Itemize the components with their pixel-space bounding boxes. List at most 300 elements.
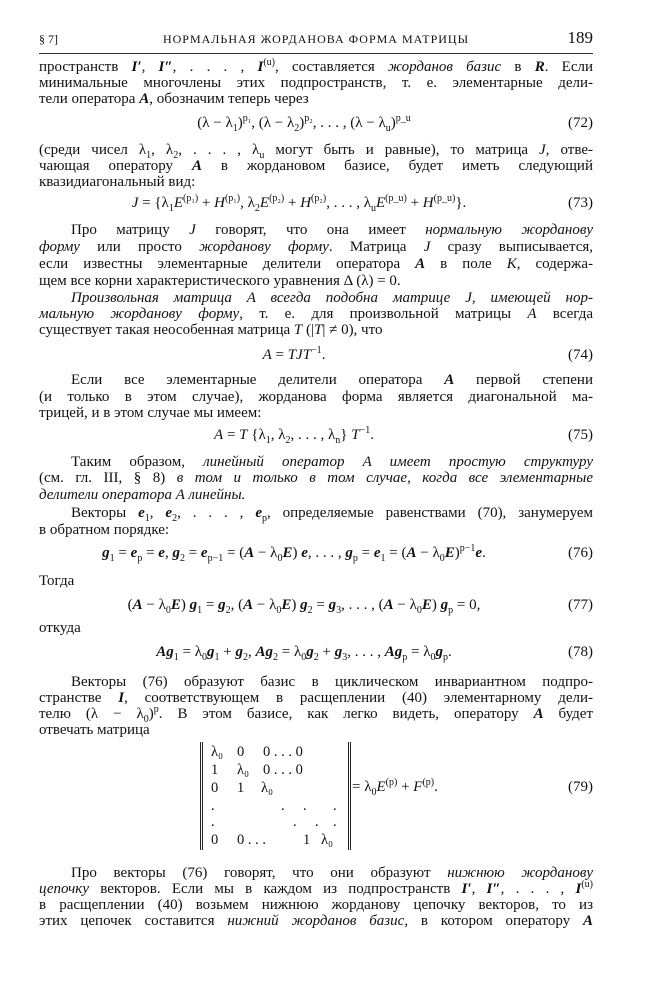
- text-run: g: [218, 597, 226, 613]
- text-run: векторов. Если мы в каждом из подпространств: [88, 881, 462, 897]
- text-run: Если все элементарные делители оператора: [71, 372, 445, 388]
- equation-number: (73): [568, 195, 593, 211]
- text-run: E: [421, 597, 432, 613]
- display-equation: [39, 194, 593, 212]
- text-run: , . . . ,: [172, 59, 258, 75]
- text-run: g: [394, 644, 403, 660]
- matrix-cell: 1: [303, 832, 311, 848]
- text-run: 1: [173, 652, 179, 663]
- matrix-cell: λ₀: [211, 744, 224, 760]
- text-run: 0: [430, 652, 436, 663]
- text-run: квазидиагональный вид:: [39, 174, 196, 190]
- text-run: ,: [471, 881, 487, 897]
- text-run: , . . . , λ: [178, 142, 260, 158]
- text-run: линейный оператор A имеет простую структуру: [203, 454, 593, 470]
- text-run: e: [138, 505, 145, 521]
- text-run: 1: [146, 150, 152, 161]
- text-run: e: [130, 545, 138, 561]
- text-run: p−1: [459, 543, 476, 554]
- text-run: 0: [371, 787, 377, 798]
- text-run: 2: [273, 652, 279, 663]
- header-rule: [39, 53, 593, 54]
- text-run: , (: [230, 597, 244, 613]
- equation-body: [59, 596, 549, 614]
- text-run: e: [165, 505, 173, 521]
- matrix-cell: 0 . . . 0: [263, 762, 303, 778]
- text-run: , (λ − λ: [251, 115, 295, 131]
- text-run: нормальную жорданову: [425, 222, 594, 238]
- text-run: = λ: [178, 644, 203, 660]
- text-run: 1: [380, 553, 386, 564]
- text-run: T: [293, 322, 303, 338]
- text-run: A: [384, 644, 395, 660]
- text-run: , . . . , λ: [326, 195, 371, 211]
- text-run: 2: [307, 605, 313, 616]
- text-run: 1: [144, 513, 150, 524]
- text-run: g: [334, 644, 343, 660]
- text-run: 0: [165, 605, 171, 616]
- text-run: A: [533, 706, 544, 722]
- text-run: Про векторы (76) говорят, что они образуют: [71, 865, 448, 881]
- text-run: . Матрица: [328, 239, 424, 255]
- text-run: (p_u): [433, 193, 456, 204]
- text-run: нижний жорданов базис: [227, 913, 405, 929]
- text-run: E: [444, 545, 455, 561]
- text-run: 1: [109, 553, 115, 564]
- matrix-cell: .: [315, 814, 319, 830]
- text-run: +: [397, 779, 414, 795]
- text-run: ): [454, 545, 460, 561]
- text-run: A: [583, 913, 594, 929]
- text-run: 2: [243, 652, 248, 663]
- text-run: щем все корни характеристического уравнения Δ (λ) = 0.: [39, 273, 401, 289]
- text-run: I″: [158, 59, 173, 75]
- text-line: [39, 91, 593, 107]
- running-title: НОРМАЛЬНАЯ ЖОРДАНОВА ФОРМА МАТРИЦЫ: [162, 32, 470, 46]
- text-run: или просто: [79, 239, 200, 255]
- text-run: .: [482, 545, 486, 561]
- text-run: u: [385, 123, 391, 134]
- text-run: − λ: [254, 545, 278, 561]
- text-run: g: [300, 597, 308, 613]
- text-run: g: [207, 644, 215, 660]
- text-line: [39, 372, 593, 388]
- text-run: тели оператора: [39, 91, 140, 107]
- text-run: (u): [263, 57, 275, 68]
- text-run: −1: [359, 425, 371, 436]
- text-run: {λ: [247, 427, 266, 443]
- text-run: делители оператора A линейны.: [39, 487, 246, 503]
- equation-number: (76): [568, 545, 593, 561]
- display-equation: [39, 346, 593, 364]
- display-equation: [39, 544, 593, 562]
- text-run: (: [127, 597, 133, 613]
- text-run: +: [198, 195, 215, 211]
- text-run: A: [255, 644, 266, 660]
- text-run: E: [173, 195, 183, 211]
- text-run: нижнюю жорданову: [447, 865, 593, 881]
- text-line: [39, 620, 593, 636]
- text-run: в жордановом базисе, будет иметь следующий: [202, 158, 593, 174]
- text-run: I′: [461, 881, 472, 897]
- text-run: e: [255, 505, 262, 521]
- text-line: [39, 674, 593, 690]
- text-run: e: [158, 545, 165, 561]
- text-run: (p): [385, 777, 398, 788]
- text-run: u: [259, 150, 265, 161]
- text-run: отвечать матрица: [39, 722, 150, 738]
- text-run: I: [257, 59, 264, 75]
- text-run: откуда: [39, 620, 81, 636]
- matrix-cell: .: [211, 798, 215, 814]
- text-run: 2: [179, 553, 185, 564]
- matrix-cell: .: [303, 798, 307, 814]
- display-equation: [39, 643, 593, 661]
- equation-body: [39, 544, 549, 562]
- text-run: ): [291, 597, 301, 613]
- text-run: F: [413, 779, 423, 795]
- text-run: , отве-: [545, 142, 593, 158]
- text-run: 1: [265, 435, 271, 446]
- text-run: J: [189, 222, 196, 238]
- text-run: 2: [294, 123, 300, 134]
- equation-body: [39, 426, 549, 444]
- text-run: ): [299, 115, 305, 131]
- equation-number: (77): [568, 597, 593, 613]
- text-run: 1: [232, 123, 238, 134]
- text-run: p: [153, 704, 159, 715]
- text-run: T: [313, 322, 323, 338]
- text-line: [39, 470, 593, 486]
- text-run: =: [312, 597, 329, 613]
- jordan-block-matrix: [200, 742, 351, 850]
- text-run: ): [180, 597, 190, 613]
- text-run: , λ: [270, 427, 286, 443]
- text-line: [39, 405, 593, 421]
- text-run: 1: [197, 605, 203, 616]
- text-run: e: [373, 545, 381, 561]
- text-run: 2: [313, 652, 319, 663]
- text-run: A: [527, 306, 537, 322]
- text-run: J: [423, 239, 431, 255]
- text-run: =: [223, 427, 240, 443]
- text-run: 0: [416, 605, 422, 616]
- text-run: (p₂): [311, 193, 327, 204]
- text-run: (см. гл. III, § 8): [39, 470, 177, 486]
- matrix-cell: 0: [237, 744, 245, 760]
- text-run: ): [431, 597, 441, 613]
- text-line: [39, 389, 593, 405]
- text-run: Про матрицу: [71, 222, 190, 238]
- text-run: цепочку: [39, 881, 89, 897]
- matrix-cell: .: [281, 798, 285, 814]
- text-run: A: [406, 545, 417, 561]
- equation-number: (78): [568, 644, 593, 660]
- text-run: , в котором оператору: [404, 913, 583, 929]
- text-run: , содержа-: [516, 256, 593, 272]
- text-run: ,: [149, 505, 166, 521]
- text-run: существует такая неособенная матрица: [39, 322, 294, 338]
- text-run: чающая оператору: [39, 158, 192, 174]
- text-run: ): [292, 545, 302, 561]
- text-run: , определяемые равенствами (70), занумеруем: [266, 505, 594, 521]
- text-line: [39, 256, 593, 272]
- text-run: −1: [311, 345, 322, 356]
- text-run: =: [271, 347, 288, 363]
- matrix-cell: 0: [211, 832, 219, 848]
- text-run: жорданов базис: [387, 59, 502, 75]
- matrix-equation-rhs: [352, 778, 438, 796]
- equation-number: (72): [568, 115, 593, 131]
- text-line: [39, 704, 594, 725]
- text-run: p: [137, 553, 143, 564]
- text-run: A: [139, 91, 150, 107]
- text-run: TJT: [287, 347, 312, 363]
- matrix-cell: .: [333, 798, 337, 814]
- equation-body: [39, 346, 549, 364]
- text-run: 3: [342, 652, 348, 663]
- text-run: , . . . ,: [500, 881, 576, 897]
- text-run: A: [262, 347, 272, 363]
- display-equation: [39, 426, 593, 444]
- text-run: ,: [141, 59, 159, 75]
- text-line: [39, 897, 593, 913]
- text-run: сразу выписывается,: [430, 239, 594, 255]
- text-run: A: [444, 372, 455, 388]
- text-run: , . . . , (: [341, 597, 384, 613]
- text-run: в обратном порядке:: [39, 522, 170, 538]
- text-run: минимальные многочлены этих подпространств, т. е. элементарные дели-: [39, 75, 593, 91]
- text-run: A: [415, 256, 426, 272]
- text-run: p₁: [242, 113, 252, 124]
- text-run: H: [300, 195, 312, 211]
- matrix-cell: 0 . . .: [237, 832, 266, 848]
- text-line: [39, 487, 593, 503]
- text-run: T: [351, 427, 360, 443]
- display-equation: [39, 596, 593, 614]
- text-run: E: [259, 195, 270, 211]
- text-run: , соответствующем в расщеплении (40) элементарному дели-: [124, 690, 593, 706]
- text-run: .: [321, 347, 326, 363]
- text-run: A: [191, 158, 202, 174]
- text-run: , . . . , (λ − λ: [312, 115, 386, 131]
- text-run: g: [435, 644, 443, 660]
- text-run: = {λ: [138, 195, 169, 211]
- matrix-cell: .: [333, 814, 337, 830]
- text-run: Векторы (76) образуют базис в циклическом инвариантном подпро-: [71, 674, 593, 690]
- text-run: . В этом базисе, как легко видеть, оператору: [158, 706, 534, 722]
- text-run: , обозначим теперь через: [149, 91, 309, 107]
- text-run: H: [422, 195, 434, 211]
- text-line: [39, 454, 593, 470]
- equation-body: [59, 643, 549, 661]
- text-run: в: [501, 59, 535, 75]
- text-line: [39, 142, 593, 161]
- text-run: .: [370, 427, 374, 443]
- text-run: ): [390, 115, 396, 131]
- text-line: [39, 75, 593, 91]
- text-run: p_u: [395, 113, 411, 124]
- text-run: p: [261, 513, 267, 524]
- text-run: E: [375, 195, 386, 211]
- text-run: = λ: [407, 644, 431, 660]
- text-line: [39, 322, 593, 338]
- text-run: g: [235, 644, 243, 660]
- text-run: 2: [172, 513, 178, 524]
- text-run: 0: [143, 714, 149, 725]
- text-run: − λ: [142, 597, 166, 613]
- text-run: − λ: [416, 545, 440, 561]
- text-run: =: [202, 597, 219, 613]
- text-run: 0: [202, 652, 208, 663]
- text-run: =: [142, 545, 159, 561]
- text-run: H: [214, 195, 225, 211]
- text-run: E: [281, 597, 292, 613]
- text-run: будет: [543, 706, 594, 722]
- text-run: , . . . ,: [307, 545, 346, 561]
- text-run: = (: [223, 545, 245, 561]
- text-run: = 0,: [453, 597, 481, 613]
- text-run: , λ: [240, 195, 255, 211]
- text-run: A: [156, 644, 167, 660]
- text-run: n: [335, 435, 341, 446]
- text-run: I″: [486, 881, 501, 897]
- text-run: = λ: [278, 644, 302, 660]
- text-run: (λ − λ: [197, 115, 233, 131]
- text-run: g: [440, 597, 449, 613]
- text-run: g: [189, 597, 198, 613]
- text-run: (p_u): [385, 193, 407, 204]
- matrix-cell: 1: [237, 780, 245, 796]
- text-run: всегда: [536, 306, 593, 322]
- text-run: жорданову форму: [199, 239, 329, 255]
- text-run: +: [318, 644, 335, 660]
- matrix-cell: 1: [211, 762, 219, 778]
- text-run: e: [301, 545, 308, 561]
- text-run: I: [575, 881, 582, 897]
- text-line: [39, 722, 593, 738]
- text-run: (среди чисел λ: [39, 142, 147, 158]
- text-run: +: [406, 195, 423, 211]
- text-run: (p): [422, 777, 435, 788]
- text-run: ,: [248, 644, 256, 660]
- text-run: Таким образом,: [71, 454, 204, 470]
- text-run: 1: [168, 203, 174, 214]
- text-run: g: [306, 644, 314, 660]
- text-run: 2: [254, 203, 260, 214]
- running-header: [39, 30, 593, 50]
- text-run: J: [539, 142, 546, 158]
- text-run: T: [239, 427, 248, 443]
- text-run: первой степени: [454, 372, 593, 388]
- matrix-cell: .: [293, 814, 297, 830]
- text-line: [39, 865, 593, 881]
- text-run: − λ: [253, 597, 277, 613]
- text-run: этих цепочек составится: [39, 913, 228, 929]
- text-run: 3: [336, 605, 342, 616]
- text-run: (|: [302, 322, 314, 338]
- text-run: в том и только в том случае, когда все элементарные: [176, 470, 593, 486]
- text-run: 0: [301, 652, 307, 663]
- text-run: (p₁): [183, 193, 199, 204]
- text-run: в поле: [425, 256, 507, 272]
- text-run: , . . . ,: [177, 505, 256, 521]
- text-line: [39, 59, 593, 75]
- text-run: . Если: [544, 59, 594, 75]
- text-run: Произвольная матрица A всегда подобна матрице J, имеющей нор-: [71, 290, 593, 306]
- text-run: E: [282, 545, 293, 561]
- text-run: , составляется: [275, 59, 388, 75]
- text-run: A: [243, 597, 254, 613]
- text-run: 2: [173, 150, 179, 161]
- text-line: [39, 273, 593, 289]
- text-run: g: [328, 597, 337, 613]
- text-line: [39, 881, 593, 897]
- text-run: .: [434, 779, 438, 795]
- text-run: =: [184, 545, 201, 561]
- text-run: R: [534, 59, 545, 75]
- text-run: телю (λ − λ: [39, 706, 144, 722]
- text-run: = λ: [352, 779, 372, 795]
- text-run: A: [132, 597, 143, 613]
- matrix-cell: 0 . . . 0: [263, 744, 303, 760]
- text-run: ): [237, 115, 243, 131]
- text-run: − λ: [393, 597, 417, 613]
- text-run: (и только в этом случае), жорданова форма является диагональной ма-: [39, 389, 593, 405]
- text-run: p−1: [207, 553, 224, 564]
- text-line: [39, 505, 594, 524]
- text-run: = (: [385, 545, 407, 561]
- text-run: p₂: [304, 113, 313, 124]
- text-run: трицей, и в этом случае мы имеем:: [39, 405, 262, 421]
- equation-body: [59, 114, 549, 132]
- text-line: [39, 222, 593, 238]
- text-run: 0: [276, 605, 282, 616]
- text-run: e: [200, 545, 208, 561]
- text-run: =: [114, 545, 131, 561]
- text-run: p: [442, 652, 448, 663]
- text-run: (u): [581, 879, 594, 890]
- text-run: g: [265, 644, 274, 660]
- text-run: могут быть и равные), то матрица: [264, 142, 540, 158]
- matrix-cell: λ₀: [261, 780, 274, 796]
- equation-number-79: (79): [568, 779, 593, 795]
- text-run: 2: [285, 435, 291, 446]
- text-run: ): [148, 706, 154, 722]
- text-run: g: [102, 545, 110, 561]
- text-run: p: [352, 553, 358, 564]
- text-run: Векторы: [71, 505, 139, 521]
- text-line: [39, 239, 593, 255]
- text-run: }.: [455, 195, 467, 211]
- text-line: [39, 158, 593, 174]
- text-line: [39, 690, 593, 706]
- text-line: [39, 306, 593, 322]
- text-run: , . . . ,: [347, 644, 385, 660]
- text-run: 2: [225, 605, 231, 616]
- text-run: 0: [439, 553, 445, 564]
- text-run: p: [448, 605, 454, 616]
- text-run: =: [357, 545, 374, 561]
- text-run: A: [383, 597, 394, 613]
- text-run: E: [170, 597, 181, 613]
- text-run: в расщеплении (40) возьмем нижнюю жорданову цепочку векторов, то из: [39, 897, 593, 913]
- text-run: говорят, что она имеет: [195, 222, 426, 238]
- matrix-cell: 0: [211, 780, 219, 796]
- text-run: , т. е. для произвольной матрицы: [239, 306, 528, 322]
- text-run: E: [376, 779, 386, 795]
- text-run: , λ: [151, 142, 174, 158]
